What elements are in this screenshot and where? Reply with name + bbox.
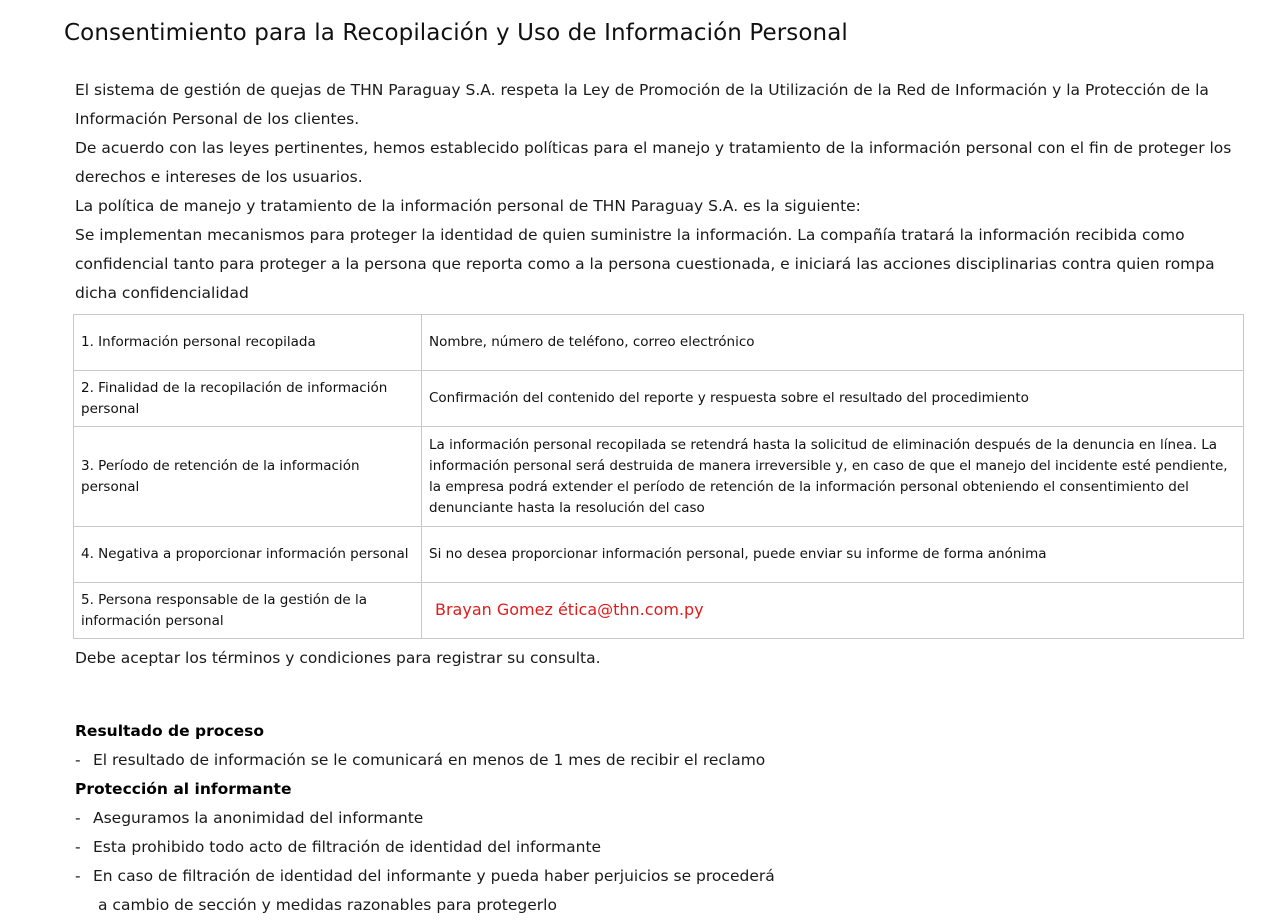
table-row xyxy=(74,315,1244,371)
row-value: La información personal recopilada se retendrá hasta la solicitud de eliminación después de la denuncia en línea. La información personal será destruida de manera irreversible y, en caso de que el manejo del incidente esté pendiente, la empresa podrá extender el período de retención de la información personal obteniendo el consentimiento del denunciante hasta la resolución del caso xyxy=(422,427,1244,527)
list-item xyxy=(75,746,1175,775)
row-value: Si no desea proporcionar información personal, puede enviar su informe de forma anónima xyxy=(422,527,1244,583)
list-item xyxy=(75,804,1175,833)
terms-note: Debe aceptar los términos y condiciones para registrar su consulta. xyxy=(75,649,601,667)
row-label: 2. Finalidad de la recopilación de información personal xyxy=(74,371,422,427)
intro-paragraph: De acuerdo con las leyes pertinentes, hemos establecido políticas para el manejo y tratamiento de la información personal con el fin de proteger los derechos e intereses de los usuarios. xyxy=(75,139,1232,186)
protection-heading: Protección al informante xyxy=(75,780,292,798)
row-value xyxy=(422,583,1244,639)
bullet-dash: - xyxy=(75,751,81,769)
process-info-section xyxy=(75,717,1175,920)
list-item-continuation: a cambio de sección y medidas razonables para protegerlo xyxy=(98,896,557,914)
row-label: 4. Negativa a proporcionar información personal xyxy=(74,527,422,583)
list-item xyxy=(75,862,1175,891)
bullet-dash: - xyxy=(75,838,81,856)
intro-paragraph: El sistema de gestión de quejas de THN Paraguay S.A. respeta la Ley de Promoción de la Utilización de la Red de Información y la Protección de la Información Personal de los clientes. xyxy=(75,81,1209,128)
table-row xyxy=(74,527,1244,583)
table-row xyxy=(74,583,1244,639)
table-row xyxy=(74,427,1244,527)
row-value: Nombre, número de teléfono, correo electrónico xyxy=(422,315,1244,371)
list-item-text: El resultado de información se le comunicará en menos de 1 mes de recibir el reclamo xyxy=(93,751,766,769)
list-item-text: Aseguramos la anonimidad del informante xyxy=(93,809,424,827)
intro-paragraph: Se implementan mecanismos para proteger la identidad de quien suministre la información. La compañía tratará la información recibida como confidencial tanto para proteger a la persona que reporta como a la persona cuestionada, e iniciará las acciones disciplinarias contra quien rompa dicha confidencialidad xyxy=(75,226,1215,302)
list-item-text: En caso de filtración de identidad del informante y pueda haber perjuicios se procederá xyxy=(93,867,775,885)
page-title: Consentimiento para la Recopilación y Uso de Información Personal xyxy=(64,20,848,46)
intro-paragraph: La política de manejo y tratamiento de la información personal de THN Paraguay S.A. es la siguiente: xyxy=(75,197,861,215)
result-heading: Resultado de proceso xyxy=(75,722,264,740)
list-item xyxy=(75,833,1175,862)
intro-text xyxy=(75,76,1255,308)
personal-info-table xyxy=(73,314,1244,639)
row-value: Confirmación del contenido del reporte y respuesta sobre el resultado del procedimiento xyxy=(422,371,1244,427)
bullet-dash: - xyxy=(75,809,81,827)
list-item-text: Esta prohibido todo acto de filtración de identidad del informante xyxy=(93,838,602,856)
table-row xyxy=(74,371,1244,427)
row-label: 5. Persona responsable de la gestión de la información personal xyxy=(74,583,422,639)
contact-info: Brayan Gomez ética@thn.com.py xyxy=(435,600,704,619)
row-label: 3. Período de retención de la información personal xyxy=(74,427,422,527)
bullet-dash: - xyxy=(75,867,81,885)
row-label: 1. Información personal recopilada xyxy=(74,315,422,371)
